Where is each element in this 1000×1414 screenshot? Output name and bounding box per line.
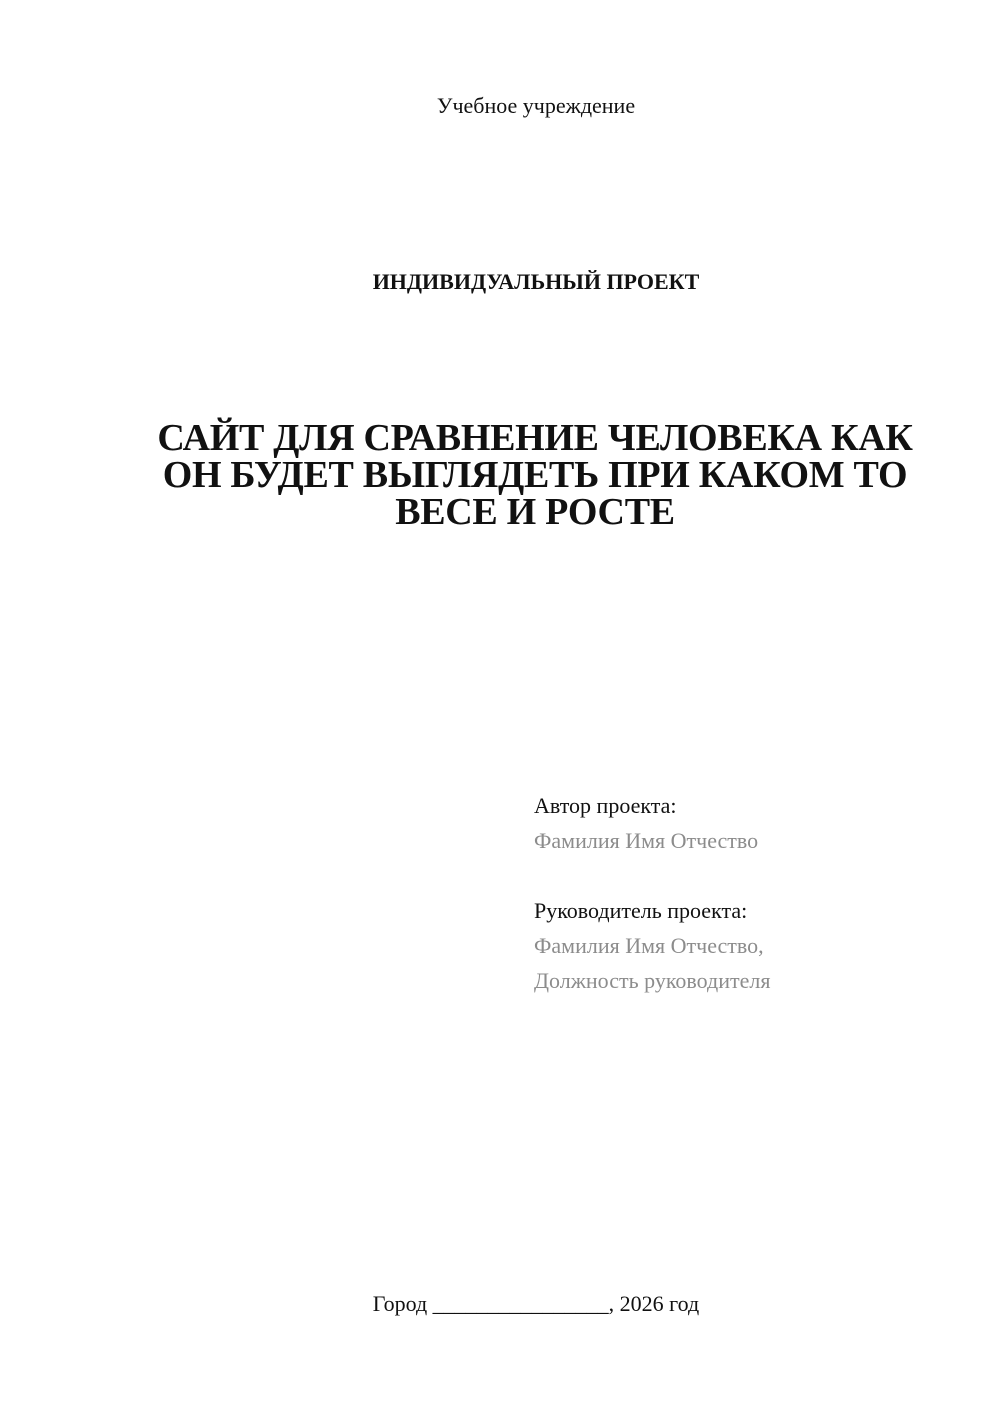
author-name-placeholder: Фамилия Имя Отчество <box>534 828 759 853</box>
city-year-line: Город ________________, 2026 год <box>372 1291 700 1316</box>
project-title-line: ВЕСЕ И РОСТЕ <box>395 491 675 533</box>
credits-spacer <box>534 858 974 893</box>
project-title <box>140 417 930 533</box>
author-label: Автор проекта: <box>534 793 677 818</box>
supervisor-name-placeholder: Фамилия Имя Отчество, <box>534 933 764 958</box>
project-title-line: ОН БУДЕТ ВЫГЛЯДЕТЬ ПРИ КАКОМ ТО <box>162 454 908 496</box>
credits-block <box>534 788 974 998</box>
project-type-heading: ИНДИВИДУАЛЬНЫЙ ПРОЕКТ <box>372 269 700 294</box>
supervisor-position-placeholder: Должность руководителя <box>534 968 771 993</box>
project-title-line: САЙТ ДЛЯ СРАВНЕНИЕ ЧЕЛОВЕКА КАК <box>157 417 913 459</box>
supervisor-label: Руководитель проекта: <box>534 898 748 923</box>
institution-name: Учебное учреждение <box>436 93 636 118</box>
